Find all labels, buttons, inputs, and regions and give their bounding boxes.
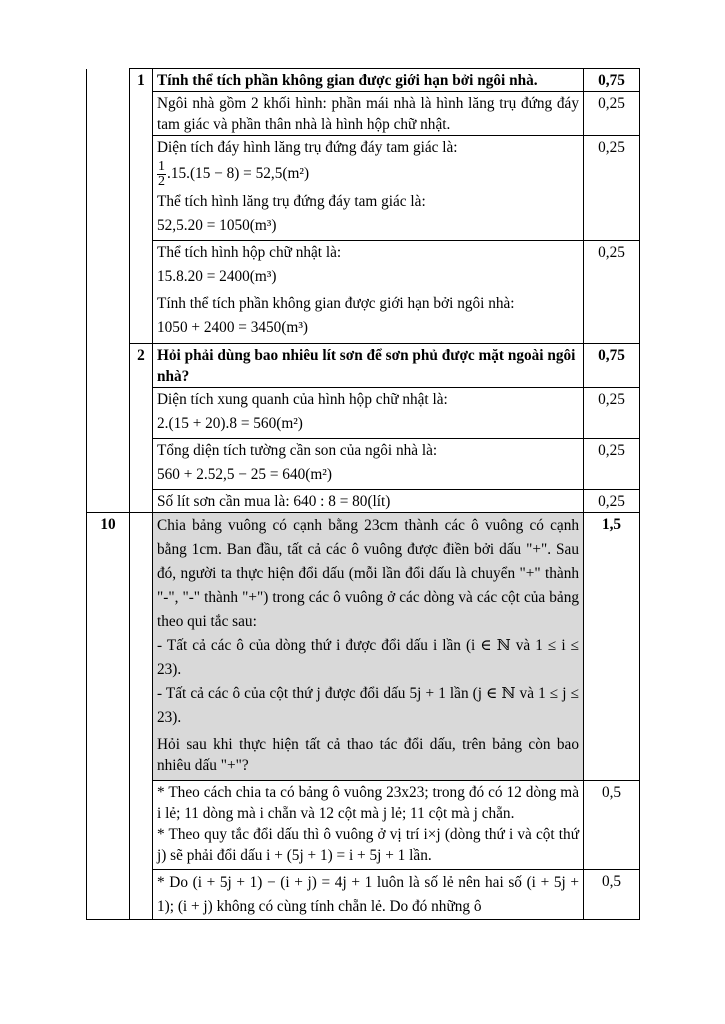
q10-p1: Chia bảng vuông có cạnh bằng 23cm thành các ô vuông có cạnh bằng 1cm. Ban đầu, tất cả các ô vuông được điền bởi dấu "+". Sau đó, người ta thực hiện đổi dấu (mỗi lần đổi dấu là chuyển "+" thành "-", "-" thành "+") trong các ô vuông ở các dòng và các cột của bảng theo qui tắc sau: xyxy=(157,517,579,630)
part2-row3-score: 0,25 xyxy=(584,490,640,513)
part2-number: 2 xyxy=(130,344,153,513)
q10-p3: - Tất cả các ô của cột thứ j được đổi dấu 5j + 1 lần (j ∈ ℕ và 1 ≤ j ≤ 23). xyxy=(157,685,579,726)
part1-row2-eq1: $\frac{1}{2}$ .15.(15 − 8) = 52,5(m²) xyxy=(158,159,310,189)
part1-row2-score: 0,25 xyxy=(584,136,640,241)
part1-title-score: 0,75 xyxy=(584,69,640,92)
q10-answer2-score: 0,5 xyxy=(584,870,640,920)
q10-problem xyxy=(153,513,584,781)
part1-row-1 xyxy=(87,92,640,136)
part2-row3-text: Số lít sơn cần mua là: 640 : 8 = 80(lít) xyxy=(153,490,584,513)
part2-row-2 xyxy=(87,439,640,490)
part1-row3-line1: Thể tích hình hộp chữ nhật là: xyxy=(157,244,342,261)
part2-row2-eq1: 560 + 2.52,5 − 25 = 640(m²) xyxy=(157,466,332,483)
q10-ans2: * Do (i + 5j + 1) − (i + j) = 4j + 1 luôn là số lẻ nên hai số (i + 5j + 1); (i + j) không có cùng tính chẵn lẻ. Do đó những ô xyxy=(153,870,584,920)
q10-sub-cell xyxy=(130,513,153,920)
q10-p4: Hỏi sau khi thực hiện tất cả thao tác đổi dấu, trên bảng còn bao nhiêu dấu "+"? xyxy=(157,736,579,774)
part1-row-2 xyxy=(87,136,640,241)
part2-row2-cell xyxy=(153,439,584,490)
part1-row-3 xyxy=(87,241,640,344)
q10-ans1b: * Theo quy tắc đổi dấu thì ô vuông ở vị trí i×j (dòng thứ i và cột thứ j) sẽ phải đổi dấu i + (5j + 1) = i + 5j + 1 lần. xyxy=(157,826,579,864)
part1-row2-cell xyxy=(153,136,584,241)
q10-answer-row-2 xyxy=(87,870,640,920)
q10-number: 10 xyxy=(87,513,130,920)
question-cell-continued xyxy=(87,344,130,513)
part1-title: Tính thể tích phần không gian được giới hạn bởi ngôi nhà. xyxy=(153,69,584,92)
part1-row3-eq1: 15.8.20 = 2400(m³) xyxy=(157,268,277,285)
part1-row2-line1: Diện tích đáy hình lăng trụ đứng đáy tam giác là: xyxy=(157,139,458,156)
q10-answer-row-1 xyxy=(87,781,640,870)
part2-header-row xyxy=(87,344,640,388)
part2-row2-line1: Tổng diện tích tường cần son của ngôi nhà là: xyxy=(157,442,438,459)
part1-number: 1 xyxy=(130,69,153,344)
question-cell xyxy=(87,69,130,344)
part2-row1-line1: Diện tích xung quanh của hình hộp chữ nhật là: xyxy=(157,391,448,408)
q10-score: 1,5 xyxy=(584,513,640,781)
part2-row-3 xyxy=(87,490,640,513)
q10-answer1 xyxy=(153,781,584,870)
part1-row3-cell xyxy=(153,241,584,344)
part1-row2-line2: Thể tích hình lăng trụ đứng đáy tam giác là: xyxy=(157,193,426,210)
part2-title-score: 0,75 xyxy=(584,344,640,388)
q10-ans1: * Theo cách chia ta có bảng ô vuông 23x23; trong đó có 12 dòng mà i lẻ; 11 dòng mà i chẵn và 12 cột mà j lẻ; 11 cột mà j chẵn. xyxy=(157,784,579,822)
part1-row1-score: 0,25 xyxy=(584,92,640,136)
q10-p2: - Tất cả các ô của dòng thứ i được đổi dấu i lần (i ∈ ℕ và 1 ≤ i ≤ 23). xyxy=(157,637,580,678)
q10-row xyxy=(87,513,640,781)
part1-row3-line2: Tính thể tích phần không gian được giới hạn bởi ngôi nhà: xyxy=(157,295,515,312)
half-fraction: $\frac{1}{2}$ xyxy=(158,159,165,189)
answer-table xyxy=(86,68,640,920)
part2-row1-cell xyxy=(153,388,584,439)
q10-answer1-score: 0,5 xyxy=(584,781,640,870)
part1-row3-eq2: 1050 + 2400 = 3450(m³) xyxy=(157,319,309,336)
part2-row2-score: 0,25 xyxy=(584,439,640,490)
part2-row1-score: 0,25 xyxy=(584,388,640,439)
part1-row2-eq2: 52,5.20 = 1050(m³) xyxy=(157,217,277,234)
part2-row-1 xyxy=(87,388,640,439)
part1-header-row xyxy=(87,69,640,92)
part1-row1-text: Ngôi nhà gồm 2 khối hình: phần mái nhà là hình lăng trụ đứng đáy tam giác và phần thân nhà là hình hộp chữ nhật. xyxy=(153,92,584,136)
part1-row3-score: 0,25 xyxy=(584,241,640,344)
part2-row1-eq1: 2.(15 + 20).8 = 560(m²) xyxy=(157,415,303,432)
part2-title: Hỏi phải dùng bao nhiêu lít sơn để sơn phủ được mặt ngoài ngôi nhà? xyxy=(153,344,584,388)
